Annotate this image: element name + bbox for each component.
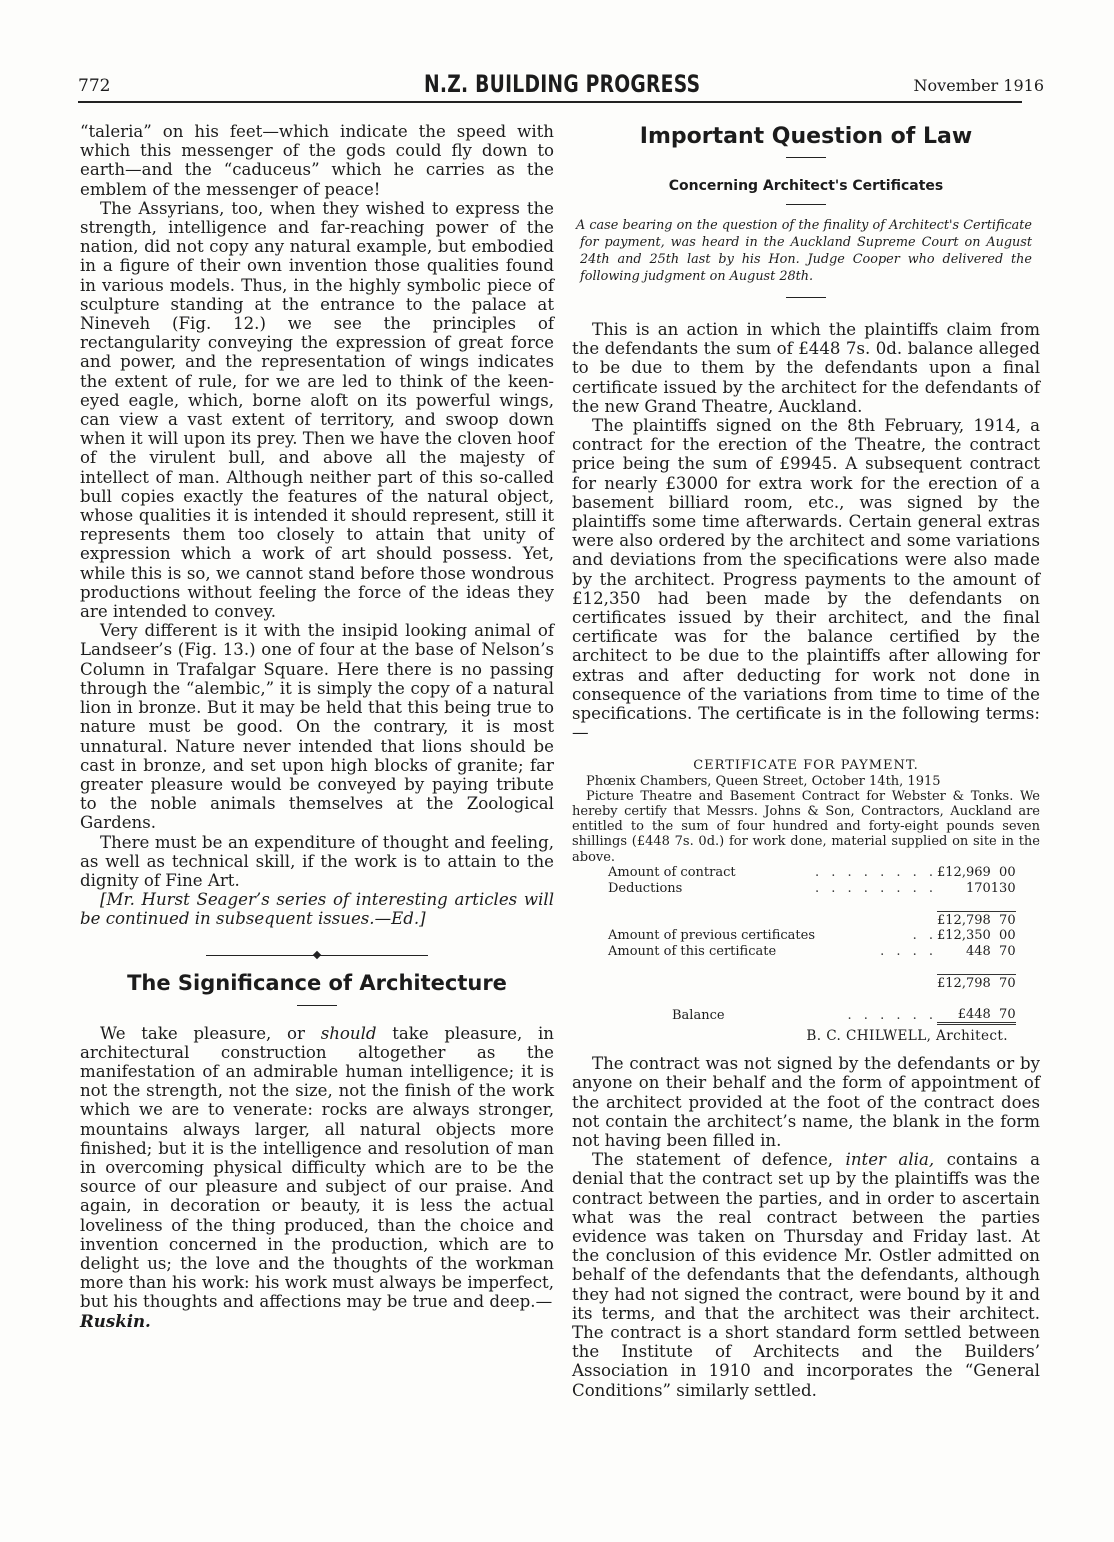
left-column [80, 122, 554, 1331]
left-paragraph: Very different is it with the insipid looking animal of Landseer’s (Fig. 13.) one of four at the base of Nelson’s Column in Trafalgar Square. Here there is no passing through the “alembic,” it is simply the copy of a natural lion in bronze. But it may be held that this being true to nature must be good. On the contrary, it is most unnatural. Nature never intended that lions should be cast in bronze, and set upon high blocks of granite; far greater pleasure would be conveyed by paying tribute to the noble animals themselves at the Zoological Gardens. [80, 621, 554, 833]
section-divider [80, 945, 554, 959]
subtitle-rule [786, 204, 826, 205]
title-rule [786, 157, 826, 158]
quote-author: Ruskin. [80, 1310, 151, 1331]
architect-signature: B. C. CHILWELL, Architect. [806, 1027, 1008, 1044]
law-paragraph: The plaintiffs signed on the 8th February, 1914, a contract for the erection of the Theatre, the contract price being the sum of £9945. A subsequent contract for nearly £3000 for extra work for the erection of a basement billiard room, etc., was signed by the plaintiffs some time afterwards. Certain general extras were also ordered by the architect and some variations and deviations from the specifications were also made by the architect. Progress payments to the amount of £12,350 had been made by the defendants on certificates issued by their architect, and the final certificate was for the balance certified by the architect to be due to the plaintiffs after allowing for extras and after deducting for work not done in consequence of the variations from time to time of the specifications. The certificate is in the following terms:— [572, 416, 1040, 743]
right-column [572, 124, 1040, 1400]
law-paragraph: The statement of defence, inter alia, contains a denial that the contract set up by the plaintiffs was the contract between the parties, and in order to ascertain what was the real contract between the parties evidence was taken on Thursday and Friday last. At the conclusion of this evidence Mr. Ostler admitted on behalf of the defendants that the defendants, although they had not signed the contract, were bound by it and its terms, and that the architect was their architect. The contract is a short standard form settled between the Institute of Architects and the Builders’ Association in 1910 and incorporates the “General Conditions” similarly settled. [572, 1150, 1040, 1400]
intro-rule [786, 297, 826, 298]
left-paragraph: “taleria” on his feet—which indicate the speed with which this messenger of the gods could fly down to earth—and the “caduceus” which he carries as the emblem of the messenger of peace! [80, 122, 554, 199]
table-row: Deductions . . . . . . . . 170 13 0 [608, 880, 1016, 896]
article-title-law: Important Question of Law [639, 124, 973, 149]
ruskin-quote: We take pleasure, or should take pleasure, in architectural construction altogether as the manifestation of an admirable human intelligence; it is not the strength, not the size, not the finish of the work which we are to venerate: rocks are always stronger, mountains always larger, all natural objects more finished; but it is the intelligence and resolution of man in overcoming physical difficulty which are to be the source of our pleasure and subject of our praise. And again, in decoration or beauty, it is less the actual loveliness of the thing produced, than the choice and invention concerned in the production, which are to delight us; the love and the thoughts of the workman more than his work: his work must always be imperfect, but his thoughts and affections may be true and deep.— Ruskin. [80, 1023, 554, 1331]
table-row: Balance . . . . . . £448 7 0 [672, 1006, 1016, 1024]
certificate-title: CERTIFICATE FOR PAYMENT. [693, 758, 919, 774]
editor-note: [Mr. Hurst Seager’s series of interesting articles will be continued in subsequent issues.—Ed.] [80, 890, 554, 929]
case-intro: A case bearing on the question of the finality of Architect's Certificate for payment, was heard in the Auckland Supreme Court on August 24th and 25th last by his Hon. Judge Cooper who delivered the following judgment on August 28th. [576, 218, 1032, 284]
certificate-table [572, 865, 1016, 1025]
masthead: N.Z. BUILDING PROGRESS [424, 70, 701, 98]
table-row: Amount of previous certificates . . £12,350 0 0 [608, 928, 1016, 944]
certificate-body: Picture Theatre and Basement Contract for Webster & Tonks. We hereby certify that Messrs. Johns & Son, Contractors, Auckland are entitled to the sum of four hundred and forty-eight pounds seven shillings (£448 7s. 0d.) for work done, material supplied on site in the above. [572, 788, 1040, 865]
issue-date: November 1916 [913, 76, 1044, 95]
table-row: £12,798 7 0 [937, 912, 1016, 928]
title-rule [297, 1005, 337, 1006]
header-rule [78, 101, 1022, 103]
law-paragraph: This is an action in which the plaintiffs claim from the defendants the sum of £448 7s. 0d. balance alleged to be due to them by the defendants upon a final certificate issued by the architect for the defendants of the new Grand Theatre, Auckland. [572, 320, 1040, 416]
article-subtitle: Concerning Architect's Certificates [668, 178, 944, 194]
left-paragraph: The Assyrians, too, when they wished to express the strength, intelligence and far-reaching power of the nation, did not copy any natural example, but embodied in a figure of their own invention those qualities found in various models. Thus, in the highly symbolic piece of sculpture standing at the entrance to the palace at Nineveh (Fig. 12.) we see the principles of rectangularity conveying the expression of great force and power, and the representation of wings indicates the extent of rule, for we are led to think of the keen-eyed eagle, which, borne aloft on its powerful wings, can view a vast extent of territory, and swoop down when it will upon its prey. Then we have the cloven hoof of the virulent bull, and above all the majesty of intellect of man. Although neither part of this so-called bull copies exactly the features of the natural object, whose qualities it is intended it should represent, still it represents them too closely to attain that unity of expression which a work of art should possess. Yet, while this is so, we cannot stand before those wondrous productions without feeling the force of the ideas they are intended to convey. [80, 198, 554, 622]
page-number: 772 [78, 76, 111, 96]
table-row: £12,798 7 0 [937, 975, 1016, 991]
certificate-address: Phœnix Chambers, Queen Street, October 14th, 1915 [586, 773, 941, 789]
law-paragraph: The contract was not signed by the defendants or by anyone on their behalf and the form of appointment of the architect provided at the foot of the contract does not contain the architect’s name, the blank in the form not having been filled in. [572, 1054, 1040, 1150]
table-row: Amount of contract . . . . . . . . £12,969 0 0 [608, 865, 1016, 881]
article-title-significance: The Significance of Architecture [127, 970, 507, 995]
certificate-block [572, 758, 1040, 1044]
page-header [78, 70, 1044, 102]
table-row: Amount of this certificate . . . . 448 7 0 [608, 943, 1016, 959]
left-paragraph: There must be an expenditure of thought and feeling, as well as technical skill, if the work is to attain to the dignity of Fine Art. [80, 832, 554, 890]
